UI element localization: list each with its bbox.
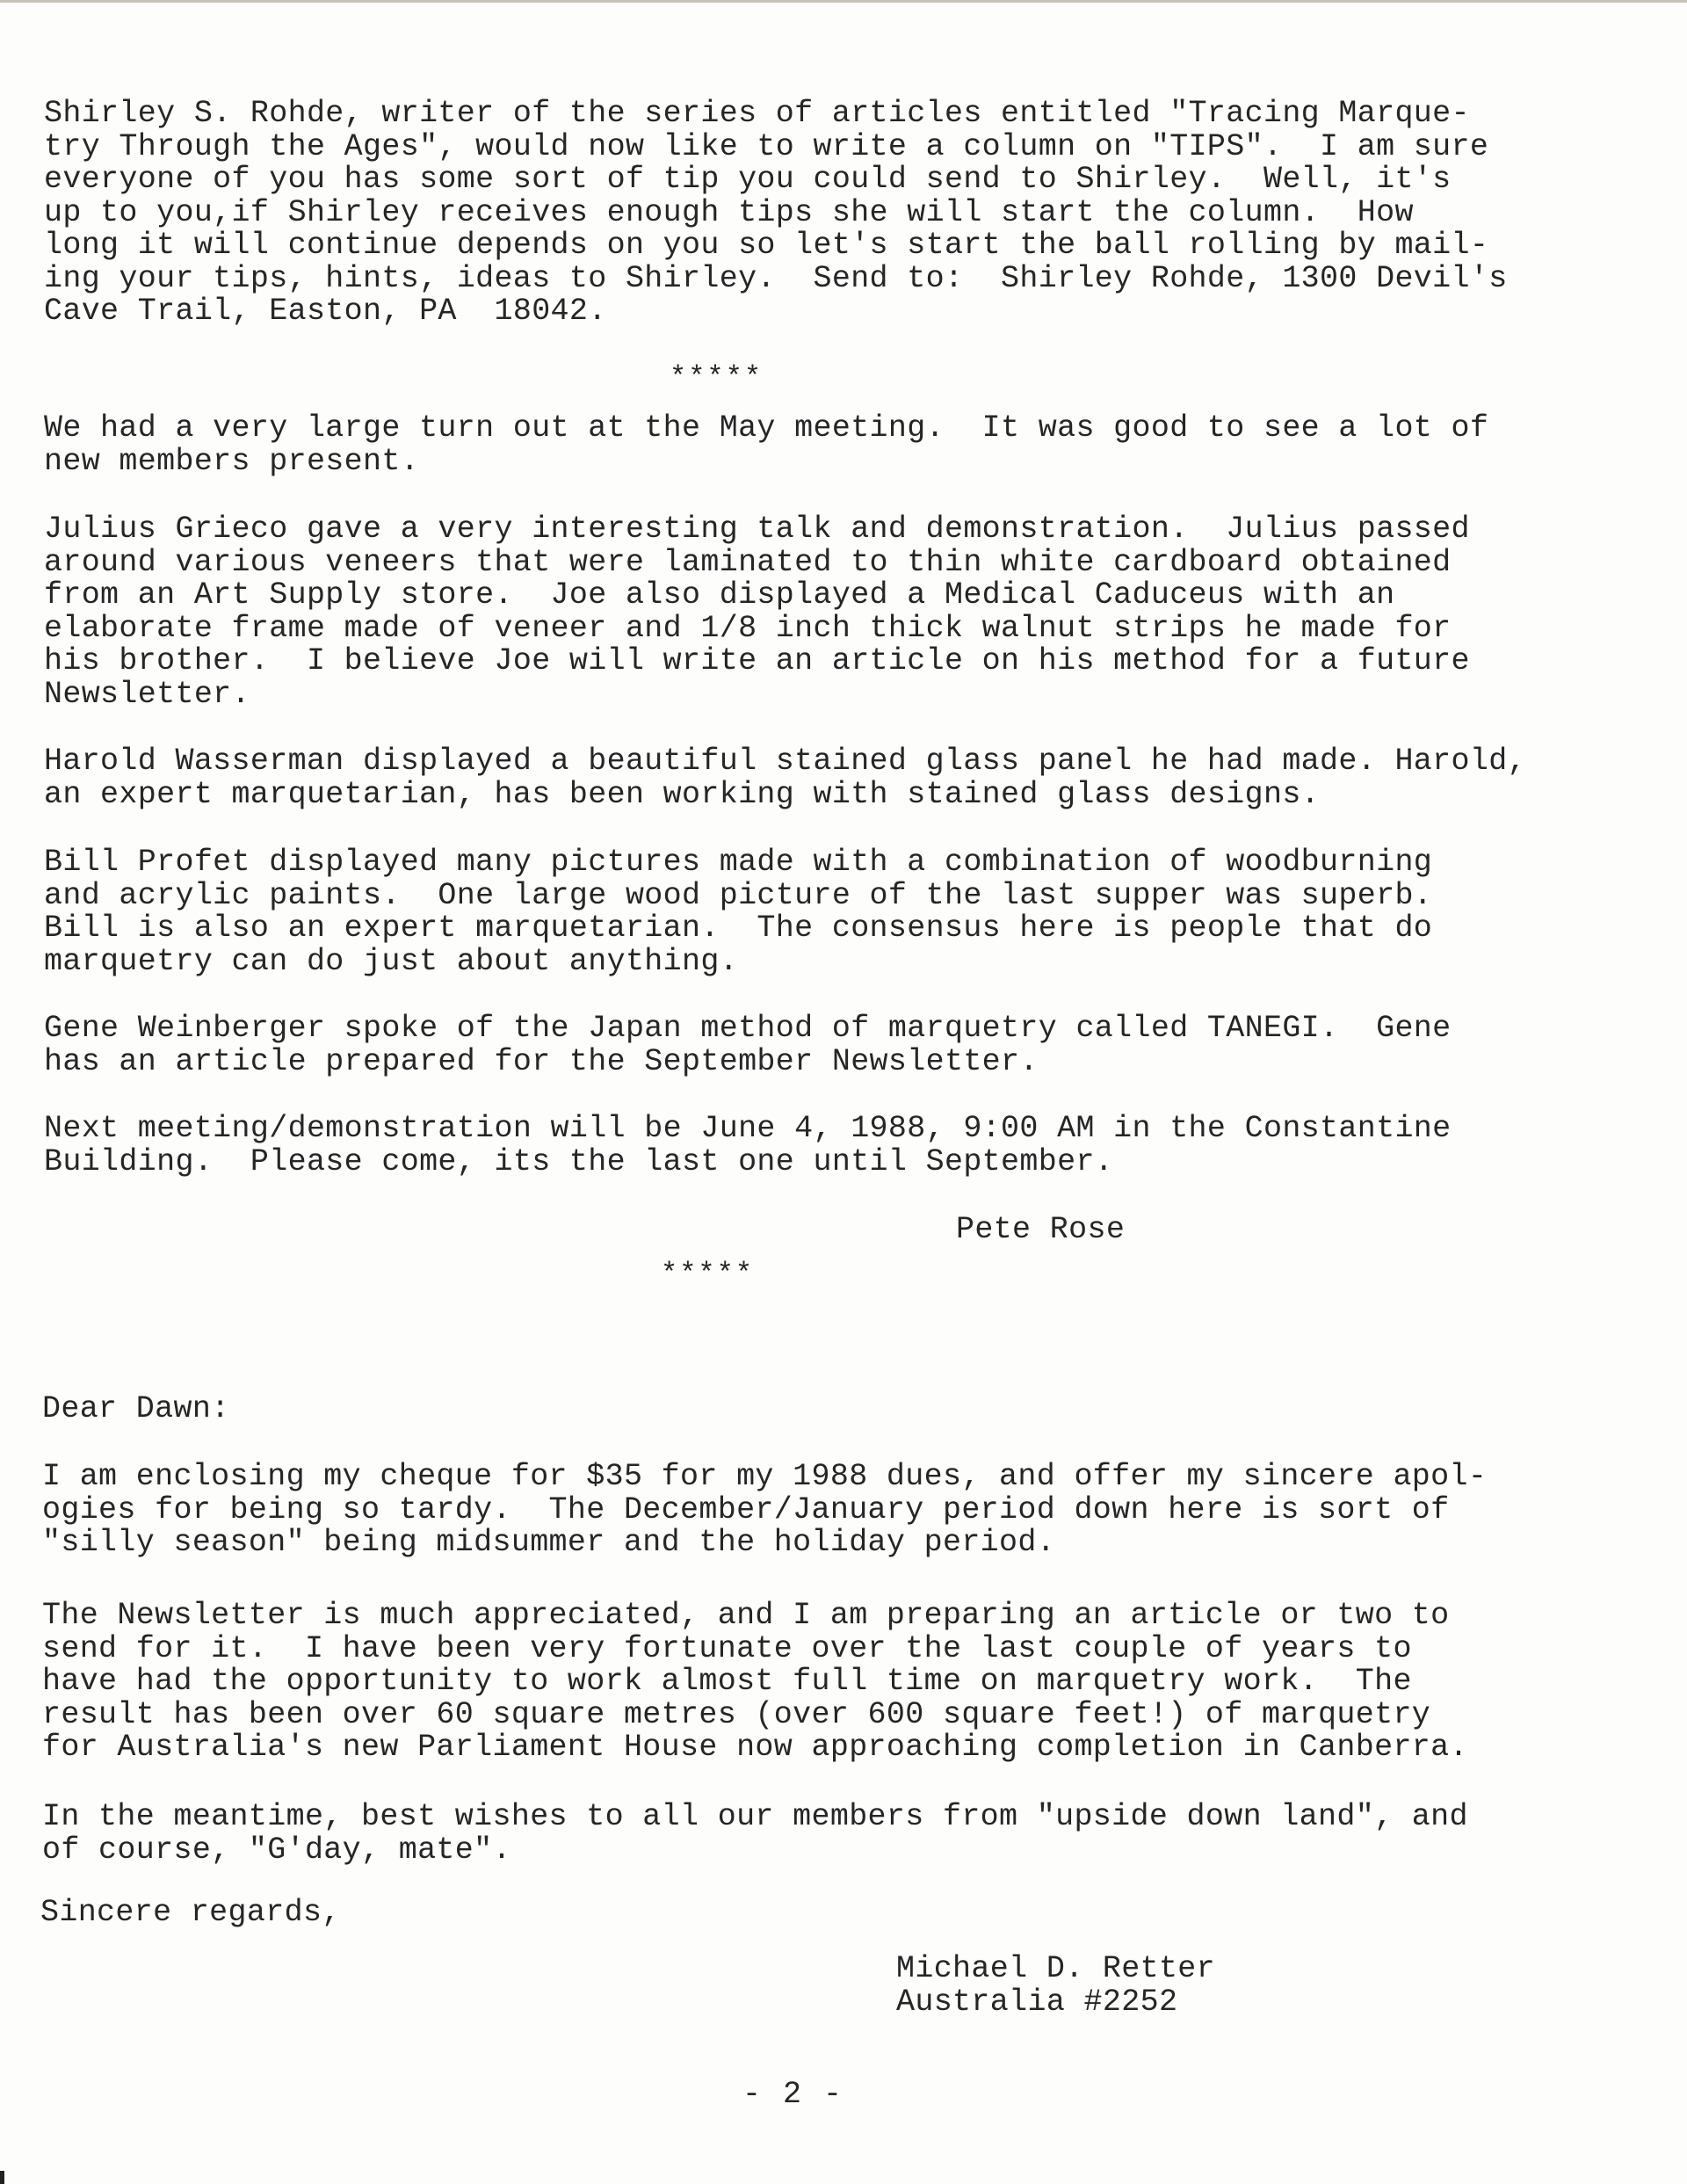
text-line: We had a very large turn out at the May meeting. It was good to see a lot of [44,410,1489,446]
text-line: Julius Grieco gave a very interesting talk and demonstration. Julius passed [44,512,1470,547]
text-line: marquetry can do just about anything. [44,943,739,979]
text-line: I am enclosing my cheque for $35 for my 1988 dues, and offer my sincere apol- [42,1459,1488,1494]
section-separator: ***** [670,361,764,394]
text-line: new members present. [44,443,420,479]
text-line: ing your tips, hints, ideas to Shirley. Send to: Shirley Rohde, 1300 Devil's [44,260,1508,296]
text-line: have had the opportunity to work almost full time on marquetry work. The [42,1664,1412,1699]
bill-paragraph [44,846,1625,978]
tips-paragraph [44,98,1625,329]
text-line: send for it. I have been very fortunate over the last couple of years to [42,1630,1412,1666]
julius-paragraph [44,513,1625,711]
text-line: for Australia's new Parliament House now approaching completion in Canberra. [42,1730,1468,1765]
text-line: Newsletter. [44,676,250,712]
text-line: "silly season" being midsummer and the holiday period. [42,1525,1056,1560]
text-line: his brother. I believe Joe will write an article on his method for a future [44,643,1470,678]
text-line: Cave Trail, Easton, PA 18042. [44,294,607,329]
next-meeting-paragraph [44,1113,1625,1179]
text-line: Bill Profet displayed many pictures made with a combination of woodburning [44,845,1433,880]
text-line: Harold Wasserman displayed a beautiful stained glass panel he had made. Harold, [44,744,1526,779]
text-line: Shirley S. Rohde, writer of the series of articles entitled "Tracing Marque- [44,96,1470,131]
text-line: try Through the Ages", would now like to write a column on "TIPS". I am sure [44,128,1489,164]
text-line: Next meeting/demonstration will be June 4, 1988, 9:00 AM in the Constantine [44,1111,1452,1146]
text-line: from an Art Supply store. Joe also displayed a Medical Caduceus with an [44,577,1395,613]
signature-name: Michael D. Retter [896,1951,1216,1986]
text-line: and acrylic paints. One large wood picture of the last supper was superb. [44,877,1433,913]
text-line: The Newsletter is much appreciated, and I am preparing an article or two to [42,1598,1450,1633]
text-line: of course, "G'day, mate". [42,1832,511,1868]
text-line: elaborate frame made of veneer and 1/8 inch thick walnut strips he made for [44,610,1452,646]
meeting-paragraph [44,412,1625,478]
harold-paragraph [44,745,1625,811]
scan-edge-mark [0,2171,4,2184]
text-line: ogies for being so tardy. The December/January period down here is sort of [42,1491,1450,1527]
text-line: Building. Please come, its the last one until September. [44,1143,1114,1179]
page-number: - 2 - [742,2077,844,2112]
letter-paragraph-3 [42,1801,1624,1867]
section-separator: ***** [661,1258,755,1290]
text-line: has an article prepared for the September Newsletter. [44,1043,1039,1079]
signature-member-number: Australia #2252 [896,1984,1178,2020]
text-line: around various veneers that were laminated to thin white cardboard obtained [44,544,1452,580]
text-line: In the meantime, best wishes to all our members from "upside down land", and [42,1799,1468,1834]
text-line: long it will continue depends on you so let's start the ball rolling by mail- [44,228,1489,263]
text-line: everyone of you has some sort of tip you could send to Shirley. Well, it's [44,162,1452,197]
text-line: result has been over 60 square metres (over 600 square feet!) of marquetry [42,1696,1431,1732]
text-line: up to you,if Shirley receives enough tips she will start the column. How [44,194,1414,230]
text-line: Gene Weinberger spoke of the Japan method of marquetry called TANEGI. Gene [44,1011,1452,1046]
gene-paragraph [44,1012,1625,1078]
letter-paragraph-2 [42,1600,1624,1765]
text-line: an expert marquetarian, has been working with stained glass designs. [44,776,1321,812]
top-edge-rule [0,0,1687,3]
letter-paragraph-1 [42,1461,1624,1560]
letter-closing: Sincere regards, [40,1895,341,1930]
letter-salutation: Dear Dawn: [42,1391,230,1426]
signature-pete-rose: Pete Rose [956,1212,1126,1247]
text-line: Bill is also an expert marquetarian. The consensus here is people that do [44,911,1433,946]
